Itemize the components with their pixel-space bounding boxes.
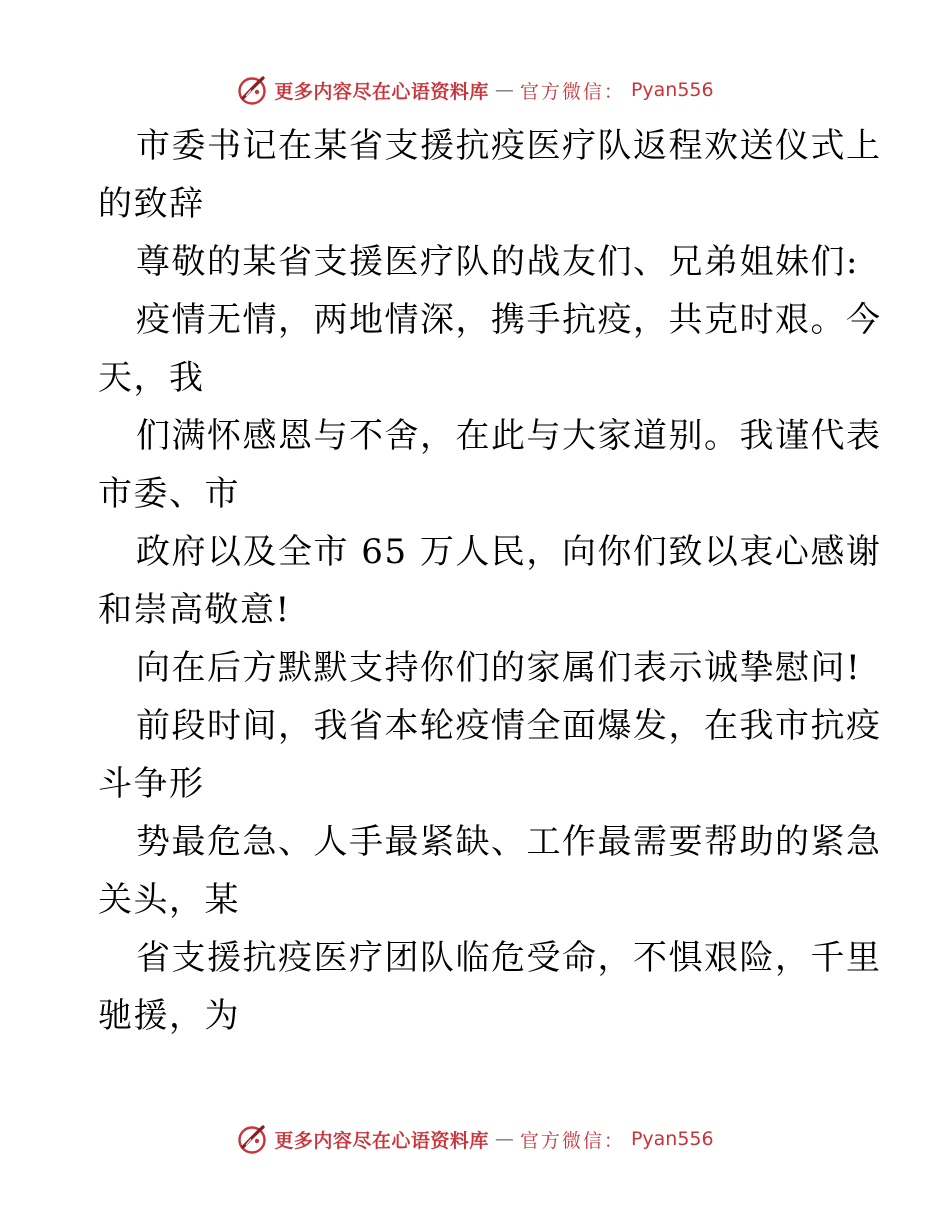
text-line: 尊敬的某省支援医疗队的战友们、兄弟姐妹们: xyxy=(136,242,859,282)
text-line: 疫情无情，两地情深，携手抗疫，共克时艰。今 xyxy=(136,300,882,340)
header-watermark xyxy=(0,70,950,110)
text-line: 和崇高敬意! xyxy=(98,590,291,630)
brush-logo-icon xyxy=(236,1123,268,1155)
banner-main-text: 更多内容尽在心语资料库 xyxy=(274,1129,489,1152)
text-line: 政府以及全市 65 万人民，向你们致以衷心感谢 xyxy=(136,532,882,572)
text-line: 关头，某 xyxy=(98,880,240,920)
text-line: 向在后方默默支持你们的家属们表示诚挚慰问! xyxy=(136,648,862,688)
brush-logo-icon xyxy=(236,74,268,106)
footer-watermark xyxy=(0,1119,950,1159)
banner-wechat-id: Pyan556 xyxy=(630,1128,714,1150)
banner-wechat-label: 官方微信： xyxy=(519,1129,625,1152)
text-line: 驰援，为 xyxy=(98,996,240,1036)
text-line: 市委、市 xyxy=(98,474,240,514)
banner-wechat-label: 官方微信： xyxy=(519,80,625,103)
document-body xyxy=(98,117,882,1045)
text-line: 市委书记在某省支援抗疫医疗队返程欢送仪式上 xyxy=(136,126,882,166)
text-line: 势最危急、人手最紧缺、工作最需要帮助的紧急 xyxy=(136,822,882,862)
banner-separator: — xyxy=(494,1128,514,1150)
text-line: 天，我 xyxy=(98,358,205,398)
text-line: 们满怀感恩与不舍，在此与大家道别。我谨代表 xyxy=(136,416,882,456)
text-line: 的致辞 xyxy=(98,184,205,224)
banner-separator: — xyxy=(494,79,514,101)
text-line: 省支援抗疫医疗团队临危受命，不惧艰险，千里 xyxy=(136,938,882,978)
banner-wechat-id: Pyan556 xyxy=(630,79,714,101)
text-line: 斗争形 xyxy=(98,764,205,804)
text-line: 前段时间，我省本轮疫情全面爆发，在我市抗疫 xyxy=(136,706,882,746)
banner-main-text: 更多内容尽在心语资料库 xyxy=(274,80,489,103)
